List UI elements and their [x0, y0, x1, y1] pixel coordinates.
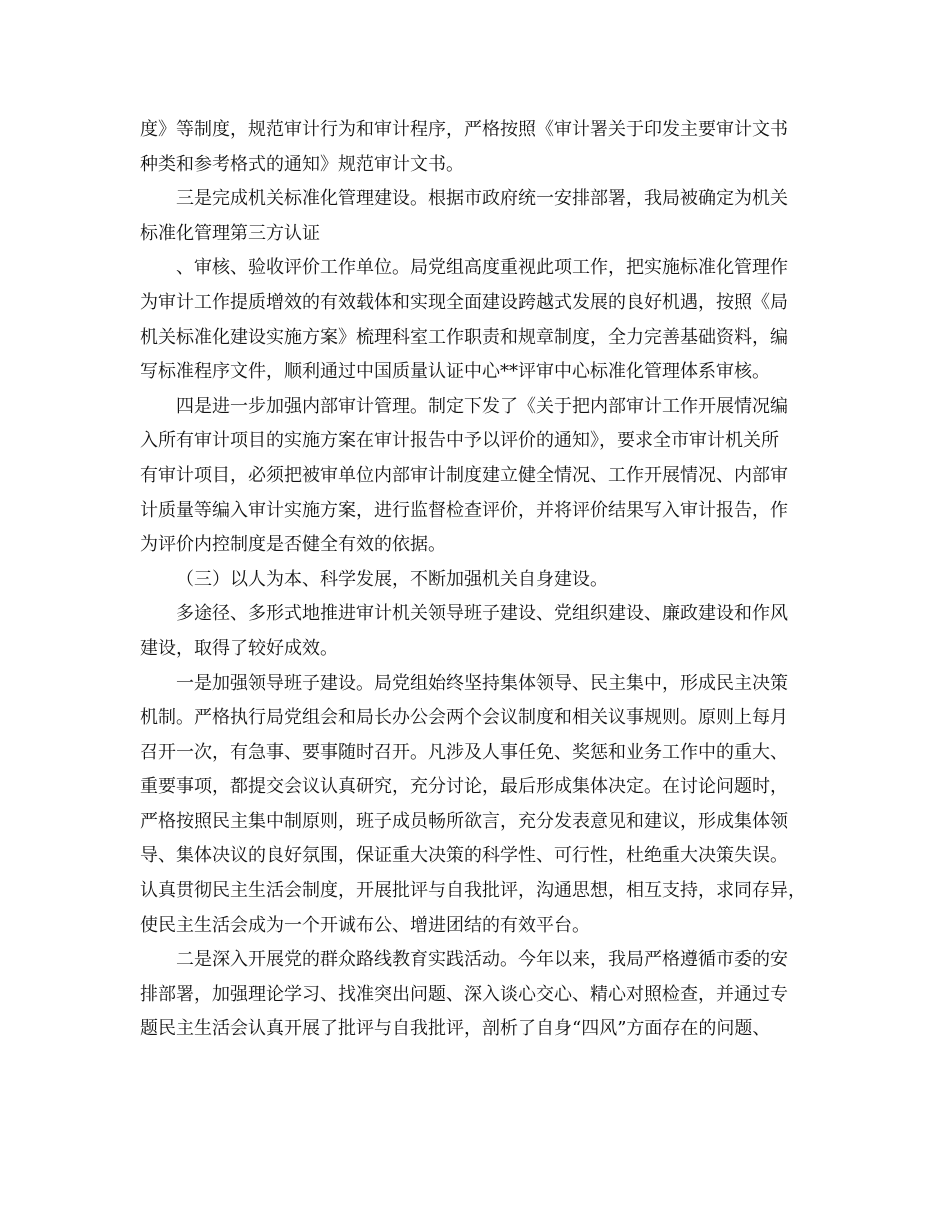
text-line: 入所有审计项目的实施方案在审计报告中予以评价的通知》，要求全市审计机关所: [140, 430, 779, 452]
text-line: 排部署，加强理论学习、找准突出问题、深入谈心交心、精心对照检查，并通过专: [140, 983, 788, 1005]
text-line: 、审核、验收评价工作单位。局党组高度重视此项工作，把实施标准化管理作: [176, 257, 788, 279]
text-line: 机关标准化建设实施方案》梳理科室工作职责和规章制度，全力完善基础资料，编: [140, 326, 788, 348]
text-line: 标准化管理第三方认证: [140, 222, 320, 244]
text-line: 二是深入开展党的群众路线教育实践活动。今年以来，我局严格遵循市委的安: [176, 949, 788, 971]
text-line: 三是完成机关标准化管理建设。根据市政府统一安排部署，我局被确定为机关: [176, 188, 788, 210]
text-line: 严格按照民主集中制原则，班子成员畅所欲言，充分发表意见和建议，形成集体领: [140, 810, 788, 832]
text-line: 召开一次，有急事、要事随时召开。凡涉及人事任免、奖惩和业务工作中的重大、: [140, 741, 788, 763]
text-line: 导、集体决议的良好氛围，保证重大决策的科学性、可行性，杜绝重大决策失误。: [140, 845, 788, 867]
text-line: 四是进一步加强内部审计管理。制定下发了《关于把内部审计工作开展情况编: [176, 395, 788, 417]
section-heading: （三）以人为本、科学发展，不断加强机关自身建设。: [176, 568, 608, 590]
text-line: 种类和参考格式的通知》规范审计文书。: [140, 153, 464, 175]
text-line: 认真贯彻民主生活会制度，开展批评与自我批评，沟通思想，相互支持，求同存异，: [140, 880, 806, 902]
text-line: 有审计项目，必须把被审单位内部审计制度建立健全情况、工作开展情况、内部审: [140, 464, 788, 486]
text-line: 为审计工作提质增效的有效载体和实现全面建设跨越式发展的良好机遇，按照《局: [140, 291, 788, 313]
text-line: 多途径、多形式地推进审计机关领导班子建设、党组织建设、廉政建设和作风: [176, 603, 788, 625]
text-line: 一是加强领导班子建设。局党组始终坚持集体领导、民主集中，形成民主决策: [176, 672, 788, 694]
text-line: 重要事项，都提交会议认真研究，充分讨论，最后形成集体决定。在讨论问题时，: [140, 776, 788, 798]
text-line: 机制。严格执行局党组会和局长办公会两个会议制度和相关议事规则。原则上每月: [140, 707, 788, 729]
text-line: 写标准程序文件，顺利通过中国质量认证中心**评审中心标准化管理体系审核。: [140, 361, 770, 383]
text-line: 使民主生活会成为一个开诚布公、增进团结的有效平台。: [140, 914, 590, 936]
text-line: 题民主生活会认真开展了批评与自我批评，剖析了自身“四风”方面存在的问题、: [140, 1018, 771, 1040]
text-line: 计质量等编入审计实施方案，进行监督检查评价，并将评价结果写入审计报告，作: [140, 499, 788, 521]
text-line: 度》等制度，规范审计行为和审计程序，严格按照《审计署关于印发主要审计文书: [140, 119, 788, 140]
text-line: 为评价内控制度是否健全有效的依据。: [140, 534, 446, 556]
text-line: 建设，取得了较好成效。: [140, 637, 338, 659]
document-body: [140, 113, 815, 1047]
